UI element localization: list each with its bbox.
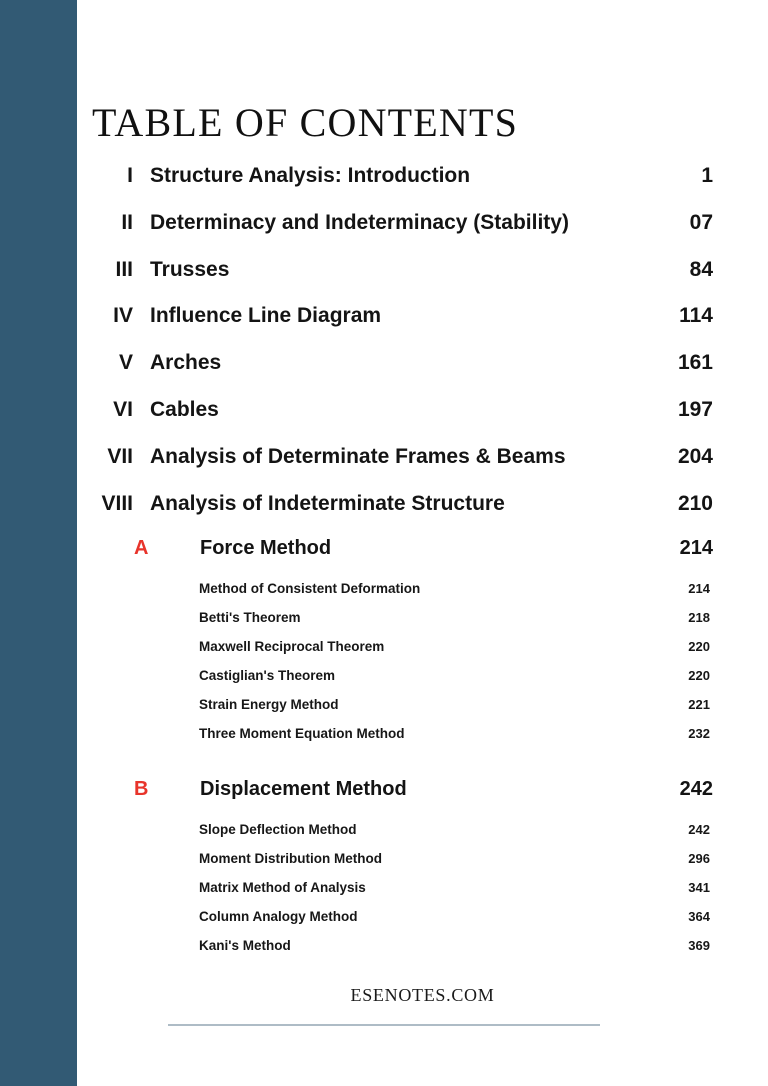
- chapter-numeral: VIII: [101, 491, 133, 515]
- subsection-header[interactable]: [77, 776, 768, 820]
- chapter-row[interactable]: [77, 396, 768, 443]
- chapter-title: Determinacy and Indeterminacy (Stability): [150, 210, 569, 234]
- subsection-item-title: Three Moment Equation Method: [199, 726, 405, 741]
- chapter-numeral: VII: [107, 444, 133, 468]
- subsection-title: Force Method: [200, 537, 332, 559]
- toc-content: [77, 0, 768, 1086]
- chapter-row[interactable]: [77, 490, 768, 537]
- chapter-numeral: III: [115, 257, 133, 281]
- subsection-item-page-number: 341: [688, 880, 710, 895]
- footer-brand: ESENOTES.COM: [350, 985, 495, 1005]
- chapter-row[interactable]: [77, 302, 768, 349]
- chapter-row[interactable]: [77, 209, 768, 256]
- chapter-row[interactable]: [77, 443, 768, 490]
- chapter-page-number: 161: [677, 351, 713, 375]
- subsection-item-page-number: 369: [688, 938, 710, 953]
- subsection-item-title: Strain Energy Method: [199, 697, 339, 712]
- chapter-numeral: VI: [113, 397, 133, 421]
- subsection-item-page-number: 220: [688, 668, 710, 683]
- subsection-block: [77, 535, 768, 753]
- subsection-item-page-number: 364: [688, 909, 710, 924]
- chapter-page-number: 114: [679, 304, 713, 328]
- subsection-item-row[interactable]: [77, 849, 768, 878]
- subsection-item-row[interactable]: [77, 666, 768, 695]
- subsection-item-title: Maxwell Reciprocal Theorem: [199, 639, 385, 654]
- chapter-row[interactable]: [77, 256, 768, 303]
- subsection-letter: B: [134, 778, 149, 800]
- chapter-title: Trusses: [150, 257, 230, 281]
- subsection-item-row[interactable]: [77, 695, 768, 724]
- chapter-numeral: II: [121, 210, 133, 234]
- footer-divider: [168, 1024, 600, 1026]
- chapter-numeral: I: [127, 164, 133, 187]
- chapter-row[interactable]: [77, 349, 768, 396]
- subsection-item-title: Kani's Method: [199, 938, 291, 953]
- page-title: TABLE OF CONTENTS: [92, 100, 519, 145]
- subsection-item-title: Castiglian's Theorem: [199, 668, 335, 683]
- subsection-item-row[interactable]: [77, 608, 768, 637]
- subsection-item-row[interactable]: [77, 637, 768, 666]
- chapter-numeral: V: [118, 351, 133, 375]
- subsection-item-title: Moment Distribution Method: [199, 851, 382, 866]
- subsection-item-row[interactable]: [77, 907, 768, 936]
- chapter-page-number: 84: [689, 257, 713, 281]
- chapter-title: Influence Line Diagram: [150, 304, 382, 328]
- chapter-numeral: IV: [113, 304, 133, 328]
- subsection-item-page-number: 232: [688, 726, 710, 741]
- subsection-item-title: Betti's Theorem: [199, 610, 301, 625]
- subsection-item-title: Slope Deflection Method: [199, 822, 357, 837]
- subsection-item-page-number: 214: [688, 581, 710, 596]
- chapter-page-number: 204: [677, 444, 713, 468]
- chapter-page-number: 1: [701, 164, 713, 187]
- chapter-title: Analysis of Indeterminate Structure: [150, 491, 505, 515]
- subsection-item-row[interactable]: [77, 820, 768, 849]
- subsection-item-row[interactable]: [77, 724, 768, 753]
- chapter-title: Arches: [150, 351, 222, 375]
- subsection-item-row[interactable]: [77, 878, 768, 907]
- chapter-list: [77, 162, 768, 536]
- subsection-header[interactable]: [77, 535, 768, 579]
- chapter-title: Structure Analysis: Introduction: [150, 164, 471, 187]
- subsection-item-title: Matrix Method of Analysis: [199, 880, 366, 895]
- subsection-title: Displacement Method: [200, 778, 407, 800]
- subsection-list: [77, 535, 768, 965]
- chapter-page-number: 210: [677, 491, 713, 515]
- subsection-item-page-number: 296: [688, 851, 710, 866]
- subsection-item-title: Method of Consistent Deformation: [199, 581, 421, 596]
- decorative-sidebar-bar: [0, 0, 77, 1086]
- subsection-item-row[interactable]: [77, 936, 768, 965]
- chapter-page-number: 07: [689, 210, 713, 234]
- subsection-item-row[interactable]: [77, 579, 768, 608]
- chapter-page-number: 197: [677, 397, 713, 421]
- subsection-block: [77, 776, 768, 965]
- chapter-title: Analysis of Determinate Frames & Beams: [150, 444, 566, 468]
- subsection-item-page-number: 221: [688, 697, 710, 712]
- subsection-item-page-number: 242: [688, 822, 710, 837]
- subsection-letter: A: [134, 537, 149, 559]
- subsection-page-number: 214: [679, 537, 713, 559]
- subsection-page-number: 242: [679, 778, 713, 800]
- chapter-row[interactable]: [77, 162, 768, 209]
- chapter-title: Cables: [150, 397, 219, 421]
- subsection-item-title: Column Analogy Method: [199, 909, 358, 924]
- page-footer: [77, 985, 768, 1006]
- subsection-item-page-number: 220: [688, 639, 710, 654]
- subsection-item-page-number: 218: [688, 610, 710, 625]
